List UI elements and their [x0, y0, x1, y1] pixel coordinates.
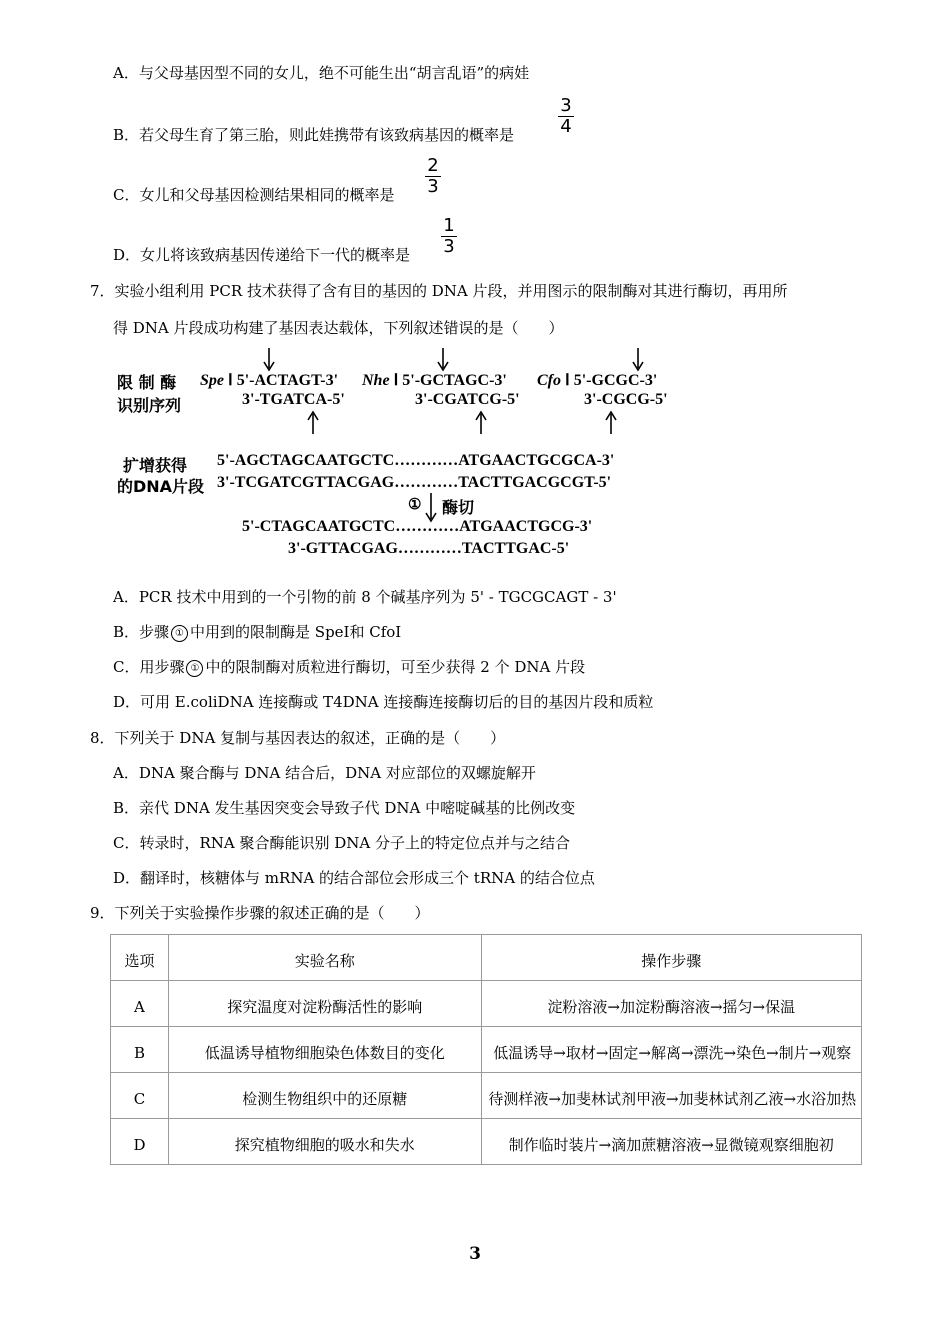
fraction-denominator: 3 — [443, 236, 455, 257]
header-option: 选项 — [111, 935, 169, 981]
step-one-circle: ① — [186, 660, 203, 677]
row-option: D — [111, 1119, 169, 1165]
cfo-bottom-strand: 3'-CGCG-5' — [584, 391, 668, 408]
q6-b-fraction — [558, 96, 574, 137]
row-steps: 淀粉溶液→加淀粉酶溶液→摇匀→保温 — [481, 981, 862, 1027]
cfo-cut-arrow-down-icon — [631, 348, 645, 372]
q9-stem: 9．下列关于实验操作步骤的叙述正确的是（ ） — [90, 904, 430, 922]
q8-option-c: C．转录时，RNA 聚合酶能识别 DNA 分子上的特定位点并与之结合 — [113, 834, 571, 852]
q8-option-a: A．DNA 聚合酶与 DNA 结合后，DNA 对应部位的双螺旋解开 — [113, 764, 536, 782]
spe-cut-arrow-up-icon — [306, 410, 320, 434]
table-row — [111, 981, 862, 1027]
q6-option-a: A．与父母基因型不同的女儿，绝不可能生出“胡言乱语”的病娃 — [113, 64, 530, 82]
cut-fragment-bottom-strand: 3'-GTTACGAG…………TACTTGAC-5' — [288, 540, 570, 557]
q8-option-b: B．亲代 DNA 发生基因突变会导致子代 DNA 中嘧啶碱基的比例改变 — [113, 799, 576, 817]
table-header-row — [111, 935, 862, 981]
row-option: C — [111, 1073, 169, 1119]
header-steps: 操作步骤 — [481, 935, 862, 981]
option-b-prefix: B．步骤 — [113, 623, 170, 641]
cfo-top-seq: Ⅰ 5'-GCGC-3' — [565, 372, 658, 389]
cfo-cut-arrow-up-icon — [604, 410, 618, 434]
q8-stem: 8．下列关于 DNA 复制与基因表达的叙述，正确的是（ ） — [90, 729, 506, 747]
q6-d-fraction — [441, 216, 457, 257]
row-experiment: 探究温度对淀粉酶活性的影响 — [168, 981, 481, 1027]
fragment-top-strand: 5'-AGCTAGCAATGCTC…………ATGAACTGCGCA-3' — [217, 452, 615, 469]
step-one-circle: ① — [171, 625, 188, 642]
fraction-numerator: 2 — [427, 155, 439, 176]
row-experiment: 低温诱导植物细胞染色体数目的变化 — [168, 1027, 481, 1073]
q8-option-d: D．翻译时，核糖体与 mRNA 的结合部位会形成三个 tRNA 的结合位点 — [113, 869, 595, 887]
page-number: 3 — [469, 1244, 481, 1264]
spe-top-strand — [200, 370, 338, 390]
q7-option-d: D．可用 E.coliDNA 连接酶或 T4DNA 连接酶连接酶切后的目的基因片段和质粒 — [113, 693, 654, 711]
q7-option-b — [113, 621, 401, 642]
fraction-numerator: 1 — [443, 215, 455, 236]
spe-name: Spe — [200, 372, 224, 389]
q6-option-c: C．女儿和父母基因检测结果相同的概率是 — [113, 186, 395, 204]
row-steps: 低温诱导→取材→固定→解离→漂洗→染色→制片→观察 — [481, 1027, 862, 1073]
figure-label-dna-fragment: 的DNA片段 — [117, 477, 205, 496]
option-b-suffix: 中用到的限制酶是 SpeⅠ和 CfoⅠ — [190, 623, 402, 641]
cfo-name: Cfo — [537, 372, 561, 389]
q6-option-b: B．若父母生育了第三胎，则此娃携带有该致病基因的概率是 — [113, 126, 515, 144]
row-steps: 制作临时装片→滴加蔗糖溶液→显微镜观察细胞初 — [481, 1119, 862, 1165]
spe-bottom-strand: 3'-TGATCA-5' — [242, 391, 345, 408]
q7-option-a: A．PCR 技术中用到的一个引物的前 8 个碱基序列为 5' - TGCGCAGT - 3' — [113, 588, 617, 606]
q7-stem-line2: 得 DNA 片段成功构建了基因表达载体，下列叙述错误的是（ ） — [113, 319, 564, 337]
table-row — [111, 1119, 862, 1165]
spe-top-seq: Ⅰ 5'-ACTAGT-3' — [228, 372, 339, 389]
option-c-prefix: C．用步骤 — [113, 658, 185, 676]
nhe-top-seq: Ⅰ 5'-GCTAGC-3' — [393, 372, 507, 389]
cfo-top-strand — [537, 370, 657, 390]
nhe-cut-arrow-up-icon — [474, 410, 488, 434]
table-row — [111, 1027, 862, 1073]
fraction-numerator: 3 — [560, 95, 572, 116]
q6-c-fraction — [425, 156, 441, 197]
step-label-digest: 酶切 — [442, 498, 475, 517]
figure-label-recognition: 识别序列 — [117, 396, 182, 415]
q7-option-c — [113, 656, 585, 677]
row-option: B — [111, 1027, 169, 1073]
cut-fragment-top-strand: 5'-CTAGCAATGCTC…………ATGAACTGCG-3' — [242, 518, 593, 535]
row-option: A — [111, 981, 169, 1027]
q7-stem-line1: 7．实验小组利用 PCR 技术获得了含有目的基因的 DNA 片段，并用图示的限制酶对其进行酶切，再用所 — [90, 282, 788, 300]
spe-cut-arrow-down-icon — [262, 348, 276, 372]
row-steps: 待测样液→加斐林试剂甲液→加斐林试剂乙液→水浴加热 — [481, 1073, 862, 1119]
row-experiment: 检测生物组织中的还原糖 — [168, 1073, 481, 1119]
row-experiment: 探究植物细胞的吸水和失水 — [168, 1119, 481, 1165]
table-row — [111, 1073, 862, 1119]
fraction-denominator: 4 — [560, 116, 572, 137]
fraction-denominator: 3 — [427, 176, 439, 197]
nhe-cut-arrow-down-icon — [436, 348, 450, 372]
figure-label-enzyme: 限 制 酶 — [117, 373, 177, 392]
fragment-bottom-strand: 3'-TCGATCGTTACGAG…………TACTTGACGCGT-5' — [217, 474, 612, 491]
option-c-suffix: 中的限制酶对质粒进行酶切，可至少获得 2 个 DNA 片段 — [205, 658, 586, 676]
step-one-marker: ① — [408, 497, 422, 513]
nhe-top-strand — [362, 370, 507, 390]
q6-option-d: D．女儿将该致病基因传递给下一代的概率是 — [113, 246, 411, 264]
figure-label-amplified: 扩增获得 — [123, 456, 188, 475]
nhe-bottom-strand: 3'-CGATCG-5' — [415, 391, 520, 408]
q9-options-table — [110, 934, 862, 1165]
nhe-name: Nhe — [362, 372, 390, 389]
header-experiment: 实验名称 — [168, 935, 481, 981]
